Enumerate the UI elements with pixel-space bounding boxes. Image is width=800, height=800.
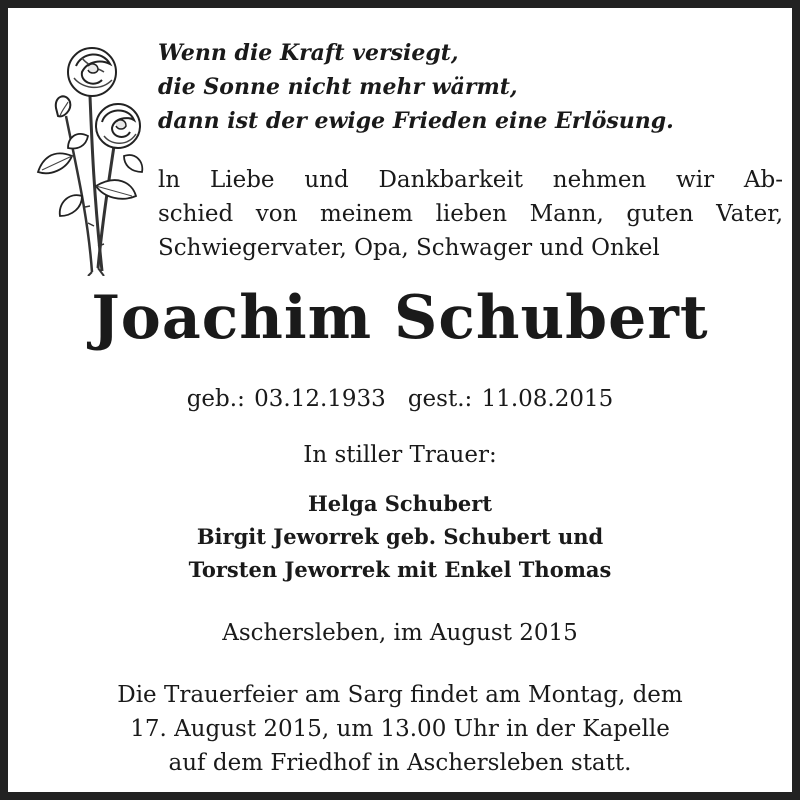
deceased-name: Joachim Schubert [91, 283, 709, 353]
mourner-name: Helga Schubert [307, 491, 493, 516]
place-and-date: Aschersleben, im August 2015 [222, 620, 578, 646]
mourning-label: In stiller Trauer: [303, 442, 497, 468]
funeral-details [8, 678, 792, 780]
poem-line: dann ist der ewige Frieden eine Erlösung. [158, 108, 674, 134]
funeral-line: 17. August 2015, um 13.00 Uhr in der Kapelle [130, 716, 670, 742]
farewell-line: schied von meinem lieben Mann, guten Vater, [158, 201, 783, 227]
farewell-line: Schwiegervater, Opa, Schwager und Onkel [158, 235, 660, 261]
death-date: gest.: 11.08.2015 [407, 386, 614, 412]
mourners-list [8, 487, 792, 586]
farewell-text [158, 163, 783, 265]
mourner-name: Birgit Jeworrek geb. Schubert und [196, 524, 604, 549]
poem-verse [158, 36, 778, 138]
rose-illustration [32, 36, 150, 276]
life-dates [8, 382, 792, 416]
poem-line: die Sonne nicht mehr wärmt, [158, 74, 518, 100]
poem-line: Wenn die Kraft versiegt, [158, 40, 459, 66]
funeral-line: Die Trauerfeier am Sarg findet am Montag, dem [117, 682, 683, 708]
mourner-name: Torsten Jeworrek mit Enkel Thomas [188, 557, 612, 582]
funeral-line: auf dem Friedhof in Aschersleben statt. [168, 750, 632, 776]
farewell-line: ln Liebe und Dankbarkeit nehmen wir Ab- [158, 167, 783, 193]
birth-date: geb.: 03.12.1933 [186, 386, 386, 412]
